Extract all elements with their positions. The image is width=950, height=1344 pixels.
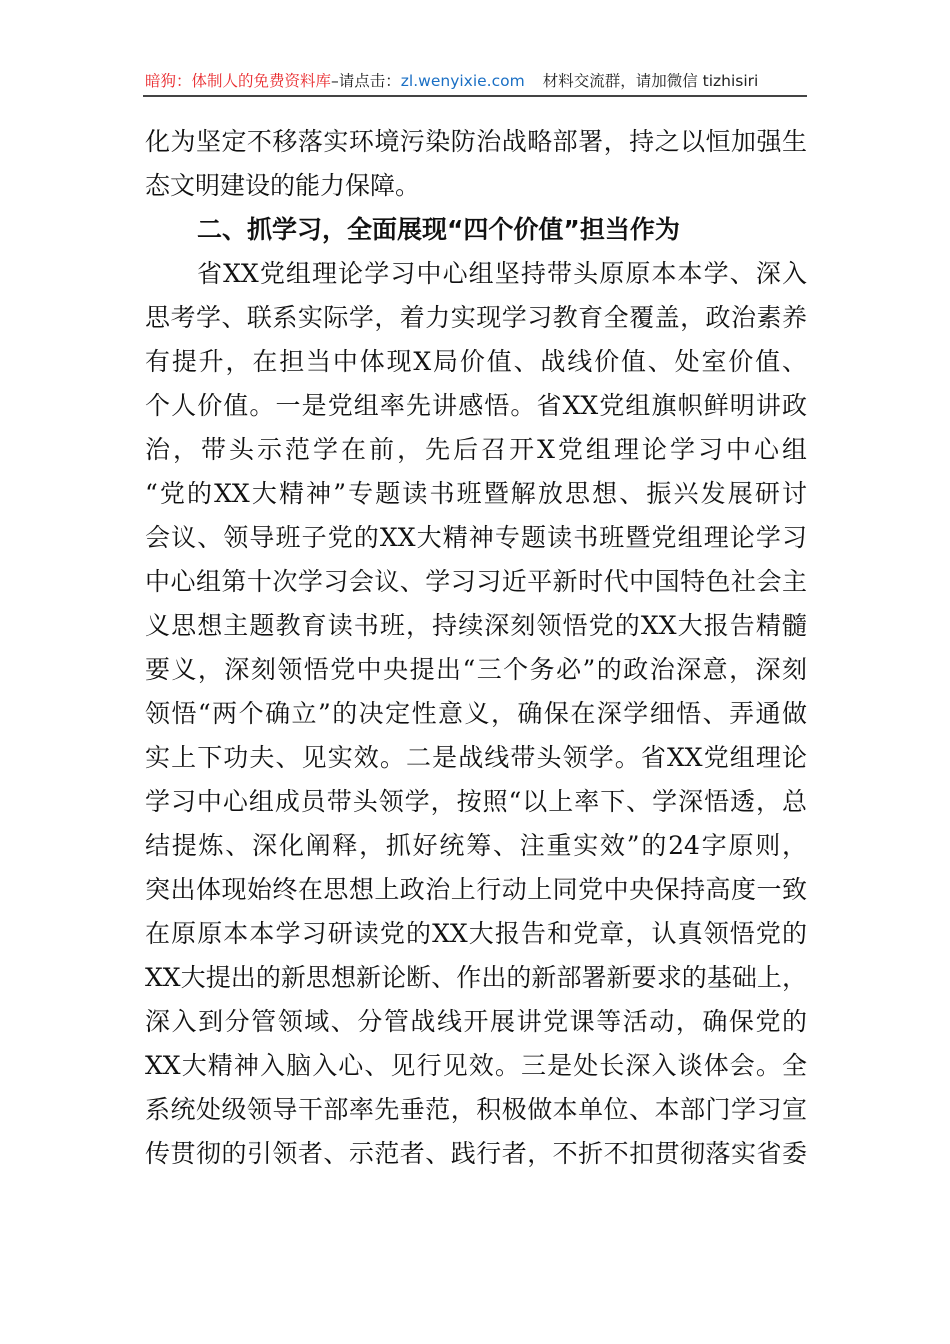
text-line: 化为坚定不移落实环境污染防治战略部署，持之以恒加强生 [145,127,807,156]
header-divider [143,95,807,97]
site-label: 暗狗：体制人的免费资料库 [145,72,332,90]
paragraph-line: 会议、领导班子党的XX大精神专题读书班暨党组理论学习 [145,523,807,552]
text-line: 态文明建设的能力保障。 [145,171,421,200]
paragraph-line: 领悟“两个确立”的决定性意义，确保在深学细悟、弄通做 [145,699,807,728]
site-url-link[interactable]: zl.wenyixie.com [400,72,525,90]
paragraph-line: 省XX党组理论学习中心组坚持带头原原本本学、深入 [197,259,807,288]
document-body [145,120,807,1176]
section-heading: 二、抓学习，全面展现“四个价值”担当作为 [197,215,680,244]
paragraph-line: 治，带头示范学在前，先后召开X党组理论学习中心组 [145,435,807,464]
paragraph-line: 结提炼、深化阐释，抓好统筹、注重实效”的24字原则， [145,831,807,860]
paragraph-line: 实上下功夫、见实效。二是战线带头领学。省XX党组理论 [145,743,807,772]
watermark-header [145,68,807,94]
paragraph-line: XX大精神入脑入心、见行见效。三是处长深入谈体会。全 [145,1051,807,1080]
paragraph-line: XX大提出的新思想新论断、作出的新部署新要求的基础上， [145,963,807,992]
paragraph-line: 突出体现始终在思想上政治上行动上同党中央保持高度一致 [145,875,807,904]
paragraph-line: 深入到分管领域、分管战线开展讲党课等活动，确保党的 [145,1007,807,1036]
paragraph-line: 学习中心组成员带头领学，按照“以上率下、学深悟透，总 [145,787,807,816]
paragraph-line: 传贯彻的引领者、示范者、践行者，不折不扣贯彻落实省委 [145,1139,807,1168]
paragraph-line: 有提升，在担当中体现X局价值、战线价值、处室价值、 [145,347,807,376]
click-prompt: –请点击： [331,72,401,90]
paragraph-line: 义思想主题教育读书班，持续深刻领悟党的XX大报告精髓 [145,611,807,640]
paragraph-line: 要义，深刻领悟党中央提出“三个务必”的政治深意，深刻 [145,655,807,684]
paragraph-line: 思考学、联系实际学，着力实现学习教育全覆盖，政治素养 [145,303,807,332]
paragraph-line: 系统处级领导干部率先垂范，积极做本单位、本部门学习宣 [145,1095,807,1124]
paragraph-line: 在原原本本学习研读党的XX大报告和党章，认真领悟党的 [145,919,807,948]
paragraph-line: “党的XX大精神”专题读书班暨解放思想、振兴发展研讨 [145,479,807,508]
group-notice: 材料交流群，请加微信 tizhisiri [542,72,759,90]
paragraph-line: 个人价值。一是党组率先讲感悟。省XX党组旗帜鲜明讲政 [145,391,807,420]
paragraph-line: 中心组第十次学习会议、学习习近平新时代中国特色社会主 [145,567,807,596]
